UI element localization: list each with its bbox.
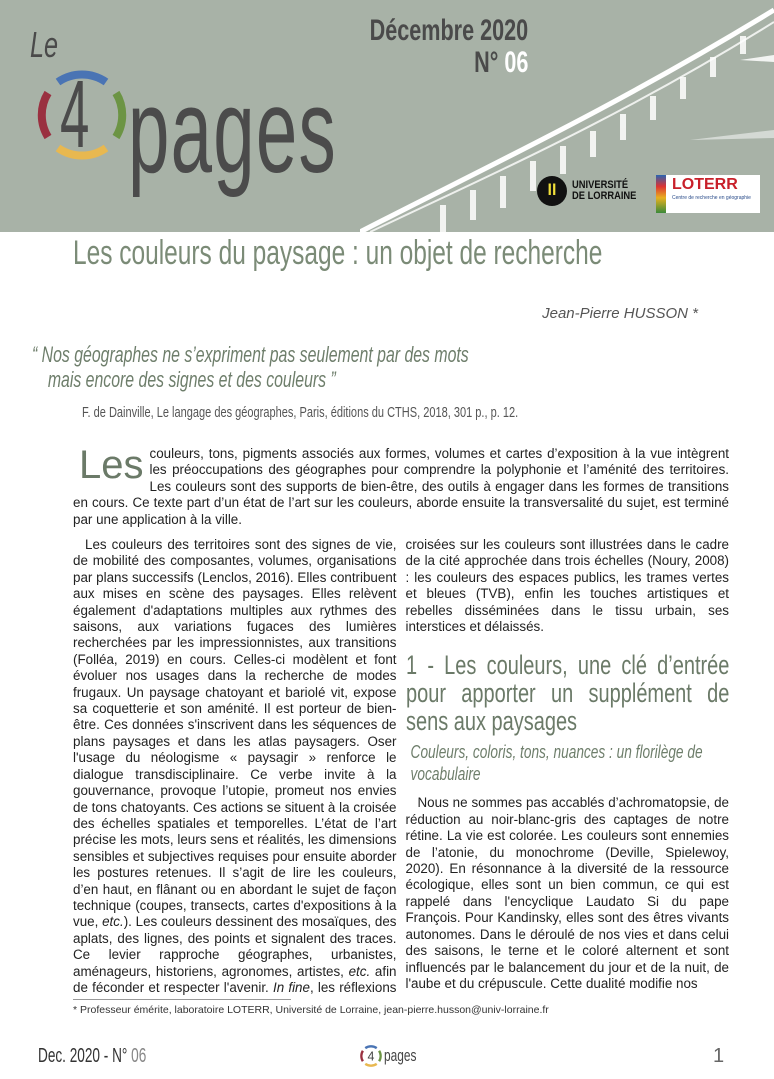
emphasis: etc. [102,914,124,930]
footer-issue-label: Dec. 2020 - N° [38,1045,128,1067]
intro-text: couleurs, tons, pigments associés aux formes, volumes et cartes d’exposition à la vue intègrent les préoccupations des géographes pour comprendre la polyphonie et l’aménité des territoires. Les couleurs sont des supports de bien-être, des outils à engager dans les formes de transitions en cours. Ce texte part d’un état de l’art sur les couleurs, aborde ensuite la transversalité du sujet, est terminé par une application à la ville. [73,446,729,527]
issue-prefix: N° [473,46,498,79]
logo-ring-icon [360,1044,382,1068]
loterr-logo [656,175,760,213]
page-number: 1 [713,1045,725,1067]
quote-line: mais encore des signes et des couleurs ” [47,367,336,392]
quote-citation: F. de Dainville, Le langage des géographes, Paris, éditions du CTHS, 2018, 301 p., p. 12. [82,405,519,421]
paragraph-text: ). Les couleurs dessinent des mosaïques, des aplats, des lignes, des points et signalent des traces. Ce levier rapproche géographes, urbanistes, aménageurs, historiens, agronomes, artistes, [73,914,397,979]
footer-issue-number: 06 [131,1045,147,1067]
paragraph-text: , les réflexions croisées sur les couleurs sont illustrées dans le cadre de la cité approchée dans trois échelles (Noury, 2008) : les couleurs des espaces publics, les trames vertes et bleues (TVB), enfin les touches artistiques et rebelles disséminées dans le tissu urbain, ses interstices et délaissés. [309,537,729,995]
emphasis: etc. [348,963,371,979]
epigraph-quote [32,342,469,392]
issue-number [474,46,528,80]
section-heading: 1 - Les couleurs, une clé d’entrée pour apporter un supplément de sens aux paysages [405,650,729,737]
subsection-heading: Couleurs, coloris, tons, nuances : un florilège de vocabulaire [410,742,703,785]
logo-pages: pages [128,64,337,198]
author: Jean-Pierre HUSSON * [542,305,698,322]
footnote: * Professeur émérite, laboratoire LOTERR, Université de Lorraine, jean-pierre.husson@univ-lorraine.fr [73,1004,549,1016]
ul-emblem-icon: ll [537,176,567,206]
article-title: Les couleurs du paysage : un objet de recherche [73,234,603,272]
footnote-divider [73,999,291,1000]
emphasis: In fine [272,979,310,995]
footer-logo [360,1044,430,1068]
loterr-emblem-icon [656,175,666,213]
ul-line2: DE LORRAINE [572,190,637,202]
footer-logo-pages: pages [384,1046,417,1065]
paragraph: Nous ne sommes pas accablés d’achromatopsie, de réduction au noir-blanc-gris des captages de notre rétine. La vie est colorée. Les couleurs sont ennemies de l’atonie, du monochrome (Deville, Spielewoy, 2020). En résonnance à la diversité de la ressource écologique, elles sont un bien commun, ce qui est rappelé dans l'encyclique Laudato Si du pape François. Pour Kandinsky, elles sont des êtres vivants autonomes. Dans le déroulé de nos vies et dans celui des saisons, le terne et le coloré alternent et sont influencés par le balancement du jour et de la nuit, de l'aube et du crépuscule. Cette dualité modifie nos [405,795,729,991]
paragraph-text: afin de féconder et respecter l'avenir. [73,963,397,995]
universite-de-lorraine-logo [537,176,648,206]
footer-issue [38,1045,146,1068]
logo-le: Le [30,24,59,65]
logo-digit: 4 [60,61,90,168]
masthead [0,0,774,232]
loterr-name: LOTERR [672,176,738,193]
paragraph-text: Les couleurs des territoires sont des signes de vie, de mobilité des composantes, volumes, organisations par plans successifs (Lenclos, 2016). Elles contribuent aux mises en scène des paysages. Elles relèvent également d'adaptations multiples aux rythmes des saisons, aux variations fugaces des lumières recherchées par les impressionnistes, aux transitions (Folléa, 2019) en cours. Celles-ci modèlent et font évoluer nos usages dans la recherche de modes frugaux. Un paysage chatoyant et bariolé vit, expose sa coquetterie et son aménité. Il est porteur de bien-être. Ces données s'inscrivent dans les séquences de plans paysages et dans les atlas paysagers. Oser l'usage du néologisme « paysagir » renforce le dialogue transdisciplinaire. Ce verbe invite à la gouvernance, provoque l’utopie, promeut nos envies de tons chatoyants. Ces actions se situent à la croisée des échelles spatiales et temporelles. L’état de l’art précise les mots, leurs sens et réalités, les dimensions sensibles et subjectives requises pour ensuite aborder les postures retenues. Il s’agit de lire les couleurs, d’en haut, en flânant ou en abordant le sujet de façon technique (coupes, transects, cartes d'expositions à la vue, [73,537,397,930]
ul-line1: UNIVERSITÉ [572,179,629,191]
footer-logo-digit: 4 [367,1049,375,1064]
article-body-columns [73,537,729,996]
drop-cap: Les [79,443,144,487]
loterr-subtitle: Centre de recherche en géographie [672,195,751,201]
intro-paragraph [73,443,729,528]
quote-line: “ Nos géographes ne s’expriment pas seulement par des mots [32,342,469,367]
issue-date: Décembre 2020 [369,14,528,47]
issue-number-value: 06 [503,46,528,79]
